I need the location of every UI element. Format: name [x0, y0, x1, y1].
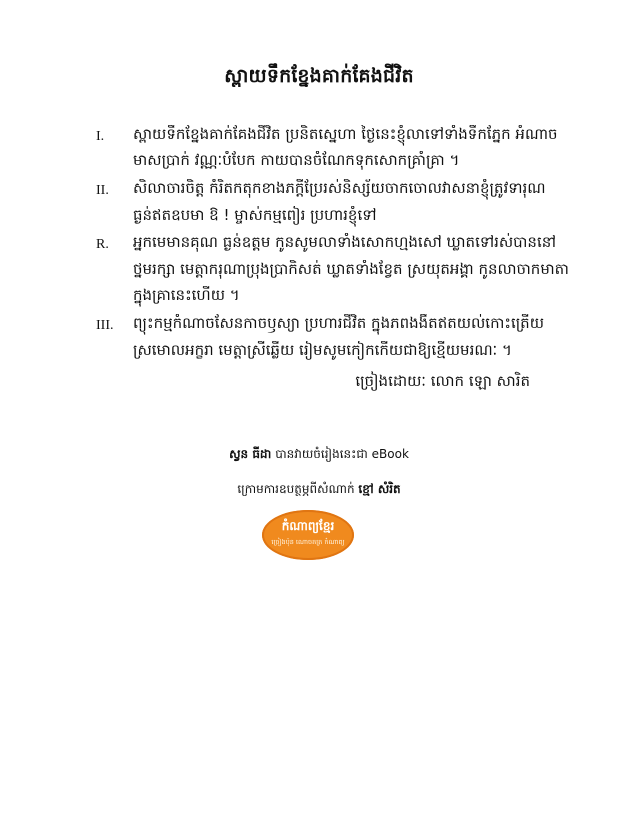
site-logo	[262, 510, 354, 560]
song-title: ស្ពាយទឹកខ្នែងគាក់គែងជីវិត	[224, 65, 414, 87]
logo-title: កំណាព្យខ្មែរ	[281, 519, 335, 533]
sponsor-credit	[0, 481, 638, 499]
stanza-line: អ្នកមេមានគុណ ធ្ងន់ឧត្តម កូនសូមលាទាំងសោកហ្មងសៅ ឃ្លាតទៅរស់បាននៅ	[133, 233, 556, 251]
typist-credit	[0, 446, 638, 464]
stanza-line: ថ្នមរក្សា មេត្តាករុណាប្រុងប្រាកិសត់ ឃ្លាតទាំងខ្វែត ស្រយុតអង្គា កូនលាចាកមាតា	[133, 260, 569, 278]
typist-credit-text: បានវាយចំរៀងនេះជា eBook	[275, 447, 409, 461]
stanza-numeral: II.	[96, 183, 109, 198]
stanza-line: ស្ពាយទឹកខ្នែងគាក់គែងជីវិត ប្រនិតស្នេហា ថ្ងៃនេះខ្ញុំលាទៅទាំងទឹកភ្នែក អំណាច	[133, 125, 558, 143]
author-credit: ច្រៀងដោយៈ លោក ឡោ សារិត	[355, 372, 530, 390]
stanza-line: ធ្ងន់ឥតឧបមា ឱ ! ម្ចាស់កម្មពៀរ ប្រហារខ្ញុំទៅ	[133, 206, 377, 224]
logo-subtitle: ច្រៀងប៉ុន ណោចគត្រ កំណាព្យ	[271, 538, 345, 546]
sponsor-credit-text: ក្រោមការឧបត្ថម្ភពីសំណាក់	[237, 482, 355, 496]
stanza-numeral: I.	[96, 129, 105, 144]
stanza-line: សិលាចារចិត្ត កំរិតកតុកខាងភក្ដីប្រែរស់និស្ស័យចាកចោលវាសនាខ្ញុំត្រូវទារុណ	[133, 179, 546, 197]
stanza-numeral: III.	[96, 318, 114, 333]
sponsor-name: ខ្មៅ សំរិត	[358, 482, 401, 496]
typist-name: ស្វន ធីដា	[229, 447, 272, 461]
stanza-line: មាសប្រាក់ វណ្ណៈបំបែក កាយបានចំណែកទុកសោកគ្រាំគ្រា ។	[133, 151, 460, 169]
stanza-line: ក្នុងគ្រានេះហើយ ។	[133, 286, 240, 304]
stanza-numeral: R.	[96, 237, 109, 252]
stanza-line: ស្រមោលអក្ខរា មេត្តាស្រីឆ្លើយ រៀមសូមកៀកកើយជាឱ្យខ្មើយមរណៈ ។	[133, 341, 512, 359]
stanza-line: ព្យុះកម្មកំណាចសែនកាចឫស្យា ប្រហារជីវិត ក្នុងភពងងឹតឥតយល់កោះត្រើយ	[133, 314, 544, 332]
